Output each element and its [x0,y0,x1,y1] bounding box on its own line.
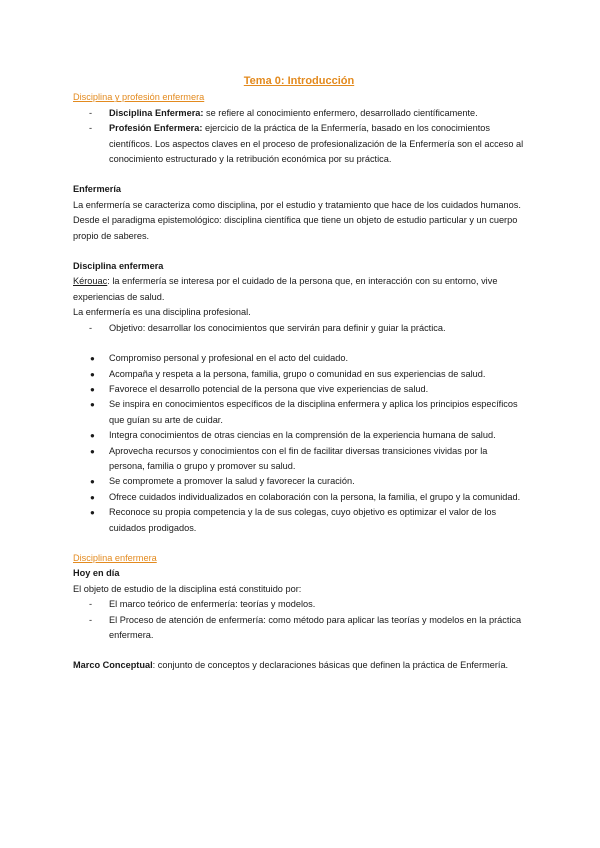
bullet-marker: ● [90,508,95,518]
section-heading-disciplina-enfermera-2: Disciplina enfermera [73,552,157,563]
dash-marker: - [89,599,93,610]
dash-marker: - [89,107,93,118]
bullet-item [73,367,525,382]
dash-marker: - [89,322,93,333]
paragraph: La enfermería se caracteriza como disciplina, por el estudio y tratamiento que hace de los cuidados humanos. [73,199,521,210]
objective-list [73,321,525,336]
bullet-text: Aprovecha recursos y conocimientos con el fin de facilitar diversas transiciones vividas por la persona, familia o grupo y promover su salud. [109,445,488,471]
bullet-marker: ● [90,431,95,441]
bullet-marker: ● [90,477,95,487]
list-item-text: El marco teórico de enfermería: teorías y modelos. [109,599,316,610]
list-item-text: Objetivo: desarrollar los conocimientos que servirán para definir y guiar la práctica. [109,322,446,333]
paragraph-text: : la enfermería se interesa por el cuidado de la persona que, en interacción con su entorno, vive experiencias de salud. [73,276,498,302]
list-item [73,613,525,644]
term-text: se refiere al conocimiento enfermero, desarrollado científicamente. [203,107,478,118]
term-text: ejercicio de la práctica de la Enfermería, basado en los conocimientos científicos. Los aspectos claves en el proceso de profesionalización de la Enfermería son el acceso al conocimiento estructurado y la retribución económica por su práctica. [109,123,524,165]
bullet-item [73,351,525,366]
paragraph-text: : conjunto de conceptos y declaraciones básicas que definen la práctica de Enfermería. [152,660,509,671]
term-label: Marco Conceptual [73,660,153,671]
bullet-text: Reconoce su propia competencia y la de sus colegas, cuyo objetivo es optimizar el valor de los cuidados prodigados. [109,507,497,533]
definitions-list [73,106,525,168]
bullet-item [73,397,525,428]
section-heading-enfermeria: Enfermería [73,184,122,195]
term-label: Disciplina Enfermera: [109,107,204,118]
dash-marker: - [89,123,93,134]
bullet-marker: ● [90,446,95,456]
paragraph [73,658,525,673]
bullet-marker: ● [90,354,95,364]
section-heading-disciplina-profesion: Disciplina y profesión enfermera [73,92,205,103]
document-content [73,74,525,674]
bullet-item [73,382,525,397]
list-item [73,597,525,612]
bullet-item [73,428,525,443]
paragraph: Desde el paradigma epistemológico: disciplina científica que tiene un objeto de estudio particular y un cuerpo propio de saberes. [73,215,518,241]
subheading-hoy-en-dia: Hoy en día [73,568,120,579]
bullet-marker: ● [90,369,95,379]
dash-marker: - [89,614,93,625]
paragraph: La enfermería es una disciplina profesional. [73,307,251,318]
bullet-text: Se inspira en conocimientos específicos de la disciplina enfermera y aplica los principios específicos que guían su arte de cuidar. [109,399,518,425]
bullet-list [73,351,525,536]
paragraph [73,274,525,305]
bullet-text: Ofrece cuidados individualizados en colaboración con la persona, la familia, el grupo y la comunidad. [109,491,521,502]
bullet-text: Se compromete a promover la salud y favorecer la curación. [109,476,355,487]
bullet-item [73,490,525,505]
list-item [73,121,525,167]
page-title: Tema 0: Introducción [243,75,355,87]
bullet-text: Acompaña y respeta a la persona, familia, grupo o comunidad en sus experiencias de salud. [109,368,486,379]
bullet-text: Favorece el desarrollo potencial de la persona que vive experiencias de salud. [109,383,429,394]
term-label: Profesión Enfermera: [109,123,203,134]
bullet-marker: ● [90,400,95,410]
bullet-text: Compromiso personal y profesional en el acto del cuidado. [109,353,349,364]
object-of-study-list [73,597,525,643]
list-item-text: El Proceso de atención de enfermería: como método para aplicar las teorías y modelos en la práctica enfermera. [109,614,522,640]
bullet-marker: ● [90,492,95,502]
bullet-item [73,474,525,489]
bullet-marker: ● [90,384,95,394]
list-item [73,321,525,336]
section-heading-disciplina-enfermera: Disciplina enfermera [73,261,164,272]
paragraph: El objeto de estudio de la disciplina está constituido por: [73,583,302,594]
bullet-item [73,444,525,475]
list-item [73,106,525,121]
author-name: Kérouac [73,276,108,287]
bullet-item [73,505,525,536]
bullet-text: Integra conocimientos de otras ciencias en la comprensión de la experiencia humana de salud. [109,430,496,441]
